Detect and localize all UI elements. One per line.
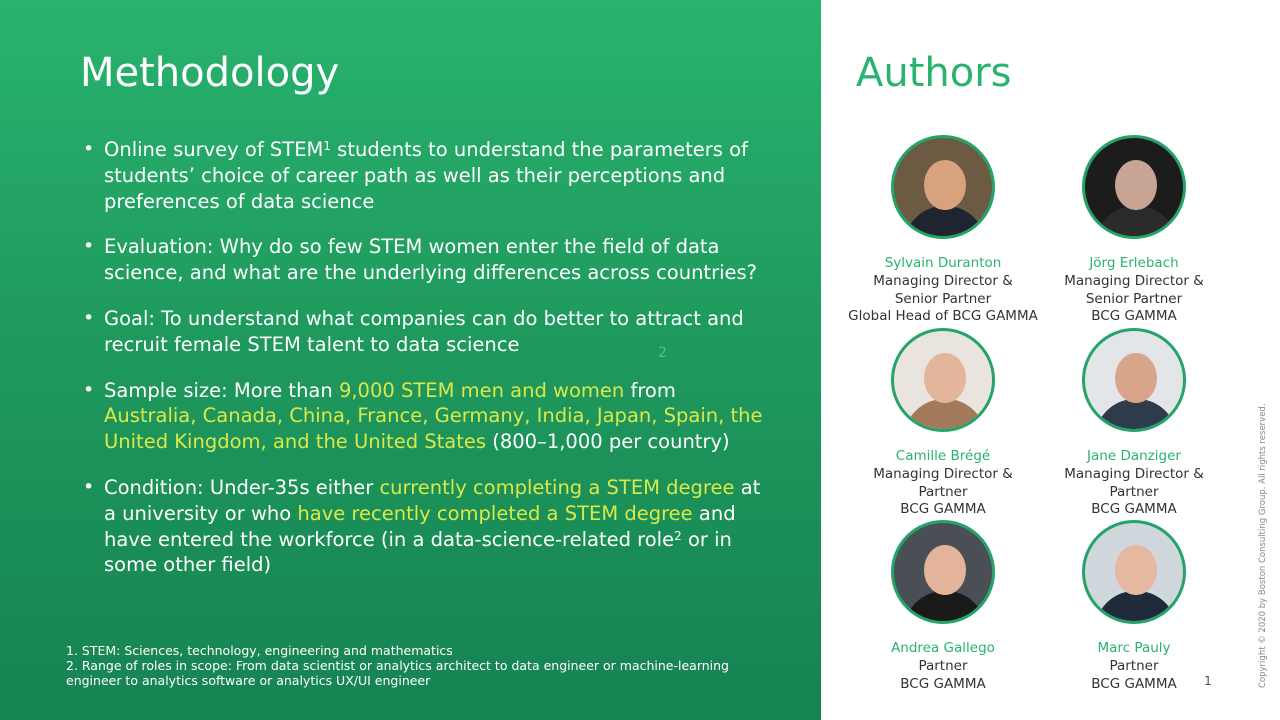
author-role: Partner [1109, 483, 1159, 500]
footnote-1: 1. STEM: Sciences, technology, engineering and mathematics [66, 643, 453, 658]
methodology-bullet-list [80, 137, 770, 598]
bullet-text: Evaluation: Why do so few STEM women enter the field of data science, and what are the underlying differences across countries? [104, 235, 758, 285]
author-photo [891, 328, 995, 432]
author-name: Marc Pauly [1097, 640, 1171, 656]
ghost-number: 2 [658, 345, 667, 361]
author-photo-head [1115, 353, 1157, 403]
bullet-text: and have entered the workforce (in a data-science-related role [104, 501, 736, 551]
author-name: Camille Brégé [895, 448, 991, 464]
author-photo [1082, 328, 1186, 432]
author-photo [1082, 135, 1186, 239]
bullet-text: Condition: Under-35s either [104, 475, 380, 499]
footnote-ref: 2 [674, 528, 682, 543]
author-card [843, 135, 1043, 326]
author-role: BCG GAMMA [1091, 308, 1177, 325]
bullet-text: at a university or who [104, 475, 761, 525]
bullet-dot-icon: • [83, 378, 95, 401]
page-number: 1 [1204, 673, 1212, 688]
bullet-text: Goal: To understand what companies can do better to attract and recruit female STEM talent to data science [104, 306, 744, 356]
author-role: Partner [1109, 657, 1159, 674]
highlighted-text: currently completing a STEM degree [379, 475, 735, 499]
author-role: Partner [918, 483, 968, 500]
author-name: Andrea Gallego [891, 640, 995, 656]
copyright-notice: Copyright © 2020 by Boston Consulting Group. All rights reserved. [1258, 403, 1268, 688]
footnote-2: 2. Range of roles in scope: From data scientist or analytics architect to data engineer or machine-learning engineer to analytics software or analytics UX/UI engineer [66, 658, 729, 688]
bullet-dot-icon: • [83, 306, 95, 329]
author-photo [891, 135, 995, 239]
bullet-text: from [624, 378, 676, 402]
author-photo-shoulders [1095, 206, 1177, 239]
methodology-bullet [80, 475, 770, 578]
author-role: Managing Director & [1064, 465, 1204, 482]
author-role: Managing Director & [1064, 272, 1204, 289]
author-role: BCG GAMMA [900, 501, 986, 518]
author-role: Managing Director & [873, 465, 1013, 482]
bullet-dot-icon: • [83, 235, 95, 258]
bullet-text: (800–1,000 per country) [486, 430, 730, 454]
authors-title: Authors [856, 50, 1012, 96]
author-photo-head [1115, 160, 1157, 210]
methodology-bullet [80, 378, 770, 455]
author-photo-shoulders [904, 399, 986, 432]
author-role: Senior Partner [1085, 290, 1183, 307]
highlighted-text: 9,000 STEM men and women [338, 378, 625, 402]
author-name: Jane Danziger [1087, 448, 1181, 464]
highlighted-text: Australia, Canada, China, France, Germany, India, Japan, Spain, the United Kingdom, and the United States [104, 404, 763, 454]
author-role: BCG GAMMA [900, 675, 986, 692]
bullet-dot-icon: • [83, 475, 95, 498]
bullet-text: Online survey of STEM [104, 138, 324, 161]
author-card [843, 328, 1043, 519]
author-photo-head [924, 353, 966, 403]
author-name: Jörg Erlebach [1089, 255, 1179, 271]
author-photo-head [924, 545, 966, 595]
author-photo [1082, 520, 1186, 624]
author-card [1034, 328, 1234, 519]
methodology-bullet [80, 137, 770, 214]
author-photo-shoulders [1095, 591, 1177, 624]
author-role: Partner [918, 657, 968, 674]
footnotes [66, 643, 786, 688]
bullet-text: or in some other field) [104, 527, 732, 577]
author-role: Managing Director & [873, 272, 1013, 289]
author-card [1034, 135, 1234, 326]
bullet-text: Sample size: More than [104, 378, 339, 402]
author-photo-shoulders [1095, 399, 1177, 432]
author-role: BCG GAMMA [1091, 501, 1177, 518]
author-role: Global Head of BCG GAMMA [848, 308, 1038, 325]
bullet-text: students to understand the parameters of students’ choice of career path as well as their perceptions and preferences of data science [104, 138, 748, 213]
bullet-dot-icon: • [83, 138, 95, 160]
footnote-ref: 1 [323, 139, 331, 153]
author-photo-shoulders [904, 206, 986, 239]
author-role: BCG GAMMA [1091, 675, 1177, 692]
author-photo-head [924, 160, 966, 210]
author-role: Senior Partner [894, 290, 992, 307]
highlighted-text: have recently completed a STEM degree [297, 501, 693, 525]
methodology-title: Methodology [80, 50, 340, 96]
methodology-bullet [80, 234, 770, 286]
author-photo-head [1115, 545, 1157, 595]
author-card [1034, 520, 1234, 693]
author-card [843, 520, 1043, 693]
author-photo [891, 520, 995, 624]
author-name: Sylvain Duranton [884, 255, 1002, 271]
author-photo-shoulders [904, 591, 986, 624]
